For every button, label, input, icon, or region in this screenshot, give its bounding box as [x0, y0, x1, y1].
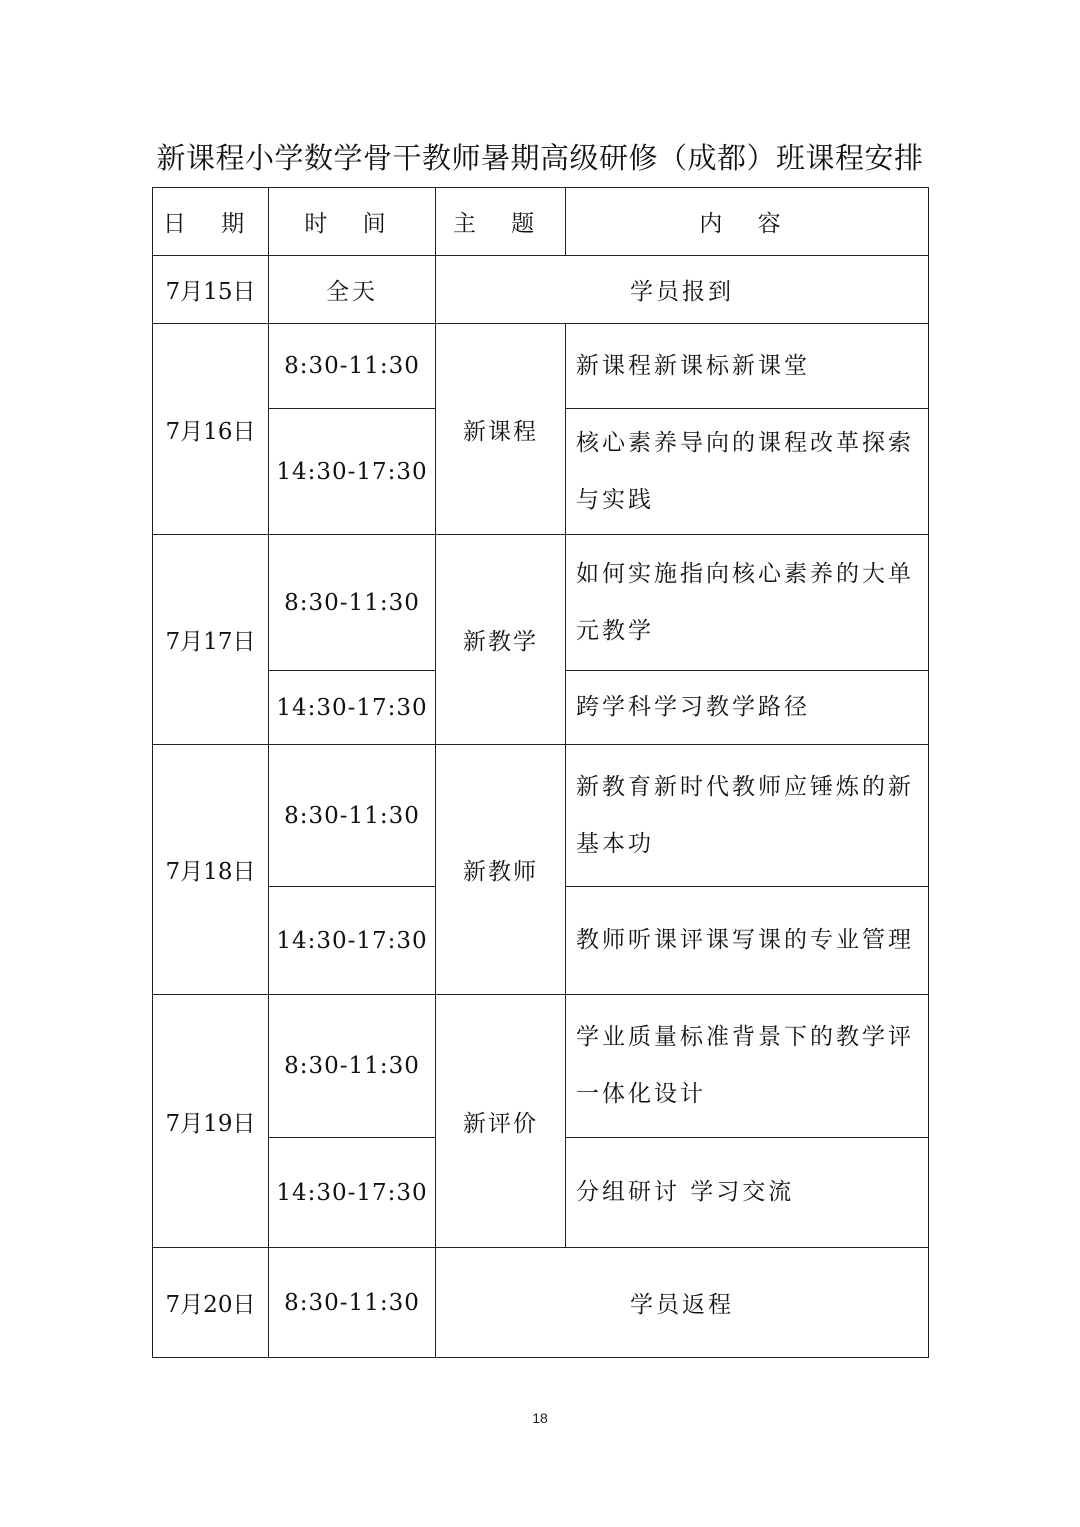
header-time: 时 间	[269, 188, 436, 256]
time-cell: 14:30-17:30	[269, 409, 436, 535]
date-cell: 7月17日	[153, 535, 269, 745]
header-content: 内 容	[566, 188, 929, 256]
table-row	[153, 995, 929, 1138]
content-cell: 如何实施指向核心素养的大单元教学	[566, 535, 929, 671]
time-cell: 8:30-11:30	[269, 535, 436, 671]
topic-cell: 新教学	[436, 535, 566, 745]
schedule-table	[152, 187, 929, 1358]
date-cell: 7月19日	[153, 995, 269, 1248]
content-cell: 核心素养导向的课程改革探索与实践	[566, 409, 929, 535]
content-cell: 分组研讨 学习交流	[566, 1138, 929, 1248]
date-cell: 7月18日	[153, 745, 269, 995]
table-row	[153, 256, 929, 324]
table-header-row	[153, 188, 929, 256]
time-cell: 8:30-11:30	[269, 1248, 436, 1358]
topic-cell: 新评价	[436, 995, 566, 1248]
header-topic: 主 题	[436, 188, 566, 256]
time-cell: 8:30-11:30	[269, 995, 436, 1138]
table-row	[153, 745, 929, 887]
date-cell: 7月16日	[153, 324, 269, 535]
time-cell: 8:30-11:30	[269, 745, 436, 887]
table-row	[153, 1248, 929, 1358]
content-cell: 新课程新课标新课堂	[566, 324, 929, 409]
topic-cell: 新教师	[436, 745, 566, 995]
date-cell: 7月20日	[153, 1248, 269, 1358]
time-cell: 14:30-17:30	[269, 1138, 436, 1248]
topic-cell: 新课程	[436, 324, 566, 535]
content-cell: 学员返程	[436, 1248, 929, 1358]
time-cell: 14:30-17:30	[269, 887, 436, 995]
date-cell: 7月15日	[153, 256, 269, 324]
content-cell: 教师听课评课写课的专业管理	[566, 887, 929, 995]
time-cell: 8:30-11:30	[269, 324, 436, 409]
table-row	[153, 535, 929, 671]
time-cell: 14:30-17:30	[269, 671, 436, 745]
header-date: 日 期	[153, 188, 269, 256]
content-cell: 学员报到	[436, 256, 929, 324]
table-row	[153, 324, 929, 409]
document-title: 新课程小学数学骨干教师暑期高级研修（成都）班课程安排	[156, 141, 924, 175]
page-number: 18	[532, 1410, 548, 1426]
time-cell: 全天	[269, 256, 436, 324]
content-cell: 学业质量标准背景下的教学评一体化设计	[566, 995, 929, 1138]
content-cell: 新教育新时代教师应锤炼的新基本功	[566, 745, 929, 887]
content-cell: 跨学科学习教学路径	[566, 671, 929, 745]
